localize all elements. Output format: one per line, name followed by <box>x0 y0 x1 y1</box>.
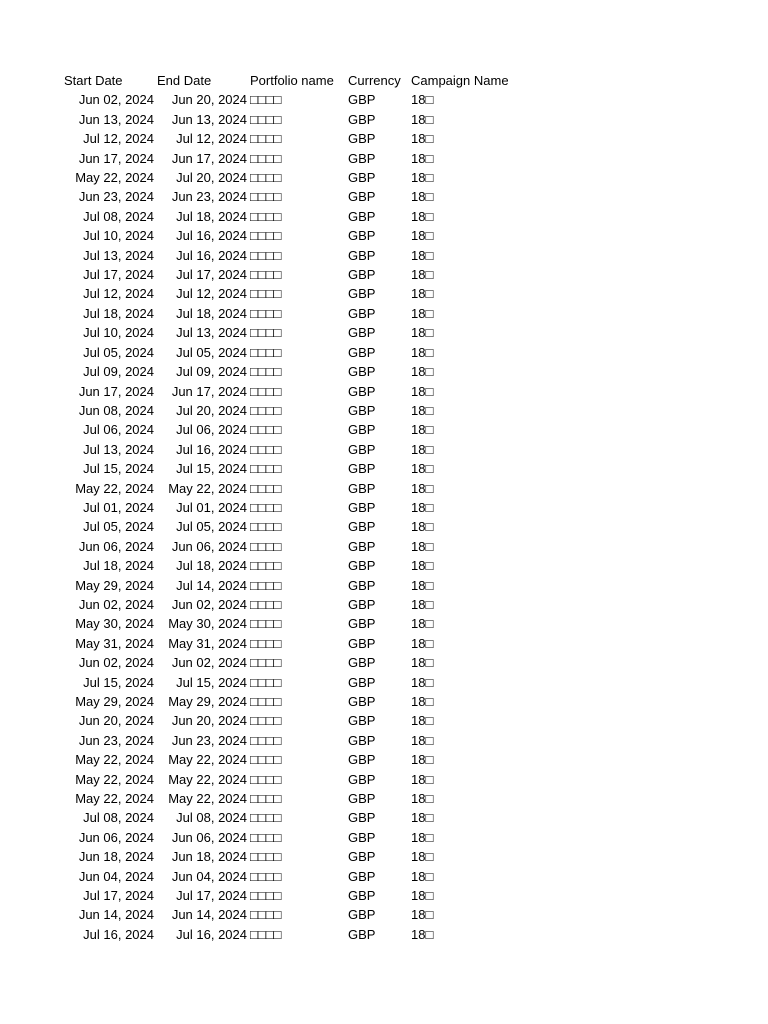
currency-cell[interactable]: GBP <box>348 150 376 166</box>
end-date-cell[interactable]: Jul 09, 2024 <box>176 364 247 380</box>
table-row <box>62 129 519 148</box>
end-date-cell[interactable]: Jul 16, 2024 <box>176 247 247 263</box>
end-date-cell[interactable]: May 22, 2024 <box>168 771 247 787</box>
campaign-name-cell[interactable]: 18□ <box>411 383 434 399</box>
table-row <box>62 556 519 575</box>
portfolio-name-cell[interactable]: □□□□ <box>250 228 282 244</box>
campaign-name-cell[interactable]: 18□ <box>411 616 434 632</box>
end-date-cell[interactable]: Jul 18, 2024 <box>176 558 247 574</box>
table-row <box>62 284 519 303</box>
end-date-cell[interactable]: Jul 14, 2024 <box>176 577 247 593</box>
end-date-cell[interactable]: Jul 15, 2024 <box>176 461 247 477</box>
currency-cell[interactable]: GBP <box>348 558 376 574</box>
start-date-cell[interactable]: Jul 12, 2024 <box>83 286 154 302</box>
table-row <box>62 673 519 692</box>
portfolio-name-cell[interactable]: □□□□ <box>250 422 282 438</box>
table-row <box>62 905 519 924</box>
currency-cell[interactable]: GBP <box>348 228 376 244</box>
header-currency[interactable]: Currency <box>348 73 401 88</box>
table-row <box>62 847 519 866</box>
campaign-name-cell[interactable]: 18□ <box>411 247 434 263</box>
table-row <box>62 246 519 265</box>
start-date-cell[interactable]: Jun 18, 2024 <box>78 849 154 865</box>
campaign-name-cell[interactable]: 18□ <box>411 111 434 127</box>
portfolio-name-cell[interactable]: □□□□ <box>250 791 282 807</box>
end-date-cell[interactable]: Jul 16, 2024 <box>176 228 247 244</box>
currency-cell[interactable]: GBP <box>348 926 376 942</box>
end-date-cell[interactable]: Jun 23, 2024 <box>171 732 247 748</box>
start-date-cell[interactable]: Jun 23, 2024 <box>78 732 154 748</box>
end-date-cell[interactable]: May 31, 2024 <box>168 635 247 651</box>
currency-cell[interactable]: GBP <box>348 888 376 904</box>
campaign-name-cell[interactable]: 18□ <box>411 92 434 108</box>
portfolio-name-cell[interactable]: □□□□ <box>250 305 282 321</box>
start-date-cell[interactable]: May 30, 2024 <box>75 616 154 632</box>
currency-cell[interactable]: GBP <box>348 694 376 709</box>
campaign-name-cell[interactable]: 18□ <box>411 694 434 709</box>
end-date-cell[interactable]: Jul 08, 2024 <box>176 810 247 826</box>
end-date-cell[interactable]: Jul 13, 2024 <box>176 325 247 341</box>
header-end-date[interactable]: End Date <box>157 73 212 88</box>
start-date-cell[interactable]: Jun 06, 2024 <box>78 538 154 554</box>
start-date-cell[interactable]: Jul 15, 2024 <box>83 461 154 477</box>
end-date-cell[interactable]: Jul 18, 2024 <box>176 305 247 321</box>
portfolio-name-cell[interactable]: □□□□ <box>250 771 282 787</box>
currency-cell[interactable]: GBP <box>348 422 376 438</box>
currency-cell[interactable]: GBP <box>348 519 376 535</box>
table-row <box>62 925 519 944</box>
end-date-cell[interactable]: Jun 06, 2024 <box>171 829 247 845</box>
portfolio-name-cell[interactable]: □□□□ <box>250 499 282 515</box>
end-date-cell[interactable]: Jul 12, 2024 <box>176 131 247 147</box>
campaign-name-cell[interactable]: 18□ <box>411 713 434 729</box>
table-row <box>62 479 519 498</box>
portfolio-name-cell[interactable]: □□□□ <box>250 907 282 923</box>
currency-cell[interactable]: GBP <box>348 189 376 205</box>
currency-cell[interactable]: GBP <box>348 829 376 845</box>
end-date-cell[interactable]: Jun 23, 2024 <box>171 189 247 205</box>
end-date-cell[interactable]: Jun 17, 2024 <box>171 383 247 399</box>
start-date-cell[interactable]: Jun 23, 2024 <box>78 189 154 205</box>
campaign-name-cell[interactable]: 18□ <box>411 674 434 690</box>
end-date-cell[interactable]: Jul 20, 2024 <box>176 170 247 186</box>
currency-cell[interactable]: GBP <box>348 344 376 360</box>
end-date-cell[interactable]: Jul 05, 2024 <box>176 344 247 360</box>
table-row <box>62 401 519 420</box>
currency-cell[interactable]: GBP <box>348 247 376 263</box>
end-date-cell[interactable]: May 22, 2024 <box>168 752 247 768</box>
end-date-cell[interactable]: May 22, 2024 <box>168 791 247 807</box>
portfolio-name-cell[interactable]: □□□□ <box>250 558 282 574</box>
campaign-name-cell[interactable]: 18□ <box>411 596 434 612</box>
end-date-cell[interactable]: Jul 17, 2024 <box>176 267 247 283</box>
portfolio-name-cell[interactable]: □□□□ <box>250 888 282 904</box>
campaign-name-cell[interactable]: 18□ <box>411 791 434 807</box>
start-date-cell[interactable]: Jul 13, 2024 <box>83 441 154 457</box>
currency-cell[interactable]: GBP <box>348 305 376 321</box>
end-date-cell[interactable]: May 30, 2024 <box>168 616 247 632</box>
campaign-name-cell[interactable]: 18□ <box>411 849 434 865</box>
start-date-cell[interactable]: Jul 05, 2024 <box>83 344 154 360</box>
portfolio-name-cell[interactable]: □□□□ <box>250 732 282 748</box>
campaign-name-cell[interactable]: 18□ <box>411 558 434 574</box>
start-date-cell[interactable]: May 29, 2024 <box>75 577 154 593</box>
campaign-name-cell[interactable]: 18□ <box>411 422 434 438</box>
currency-cell[interactable]: GBP <box>348 674 376 690</box>
table-row <box>62 595 519 614</box>
portfolio-name-cell[interactable]: □□□□ <box>250 829 282 845</box>
currency-cell[interactable]: GBP <box>348 364 376 380</box>
portfolio-name-cell[interactable]: □□□□ <box>250 441 282 457</box>
campaign-name-cell[interactable]: 18□ <box>411 499 434 515</box>
campaign-name-cell[interactable]: 18□ <box>411 907 434 923</box>
table-row <box>62 731 519 750</box>
currency-cell[interactable]: GBP <box>348 131 376 147</box>
table-row <box>62 362 519 381</box>
table-row <box>62 692 519 711</box>
table-row <box>62 498 519 517</box>
table-row <box>62 867 519 886</box>
campaign-name-cell[interactable]: 18□ <box>411 461 434 477</box>
currency-cell[interactable]: GBP <box>348 441 376 457</box>
currency-cell[interactable]: GBP <box>348 480 376 496</box>
portfolio-name-cell[interactable]: □□□□ <box>250 655 282 671</box>
start-date-cell[interactable]: Jul 15, 2024 <box>83 674 154 690</box>
end-date-cell[interactable]: Jun 06, 2024 <box>171 538 247 554</box>
end-date-cell[interactable]: Jun 13, 2024 <box>171 111 247 127</box>
currency-cell[interactable]: GBP <box>348 596 376 612</box>
portfolio-name-cell[interactable]: □□□□ <box>250 286 282 302</box>
campaign-name-cell[interactable]: 18□ <box>411 829 434 845</box>
campaign-table <box>62 71 519 944</box>
campaign-name-cell[interactable]: 18□ <box>411 888 434 904</box>
spreadsheet-sheet <box>62 71 519 944</box>
table-row <box>62 828 519 847</box>
start-date-cell[interactable]: Jun 06, 2024 <box>78 829 154 845</box>
table-row <box>62 343 519 362</box>
campaign-name-cell[interactable]: 18□ <box>411 635 434 651</box>
portfolio-name-cell[interactable]: □□□□ <box>250 364 282 380</box>
start-date-cell[interactable]: Jul 17, 2024 <box>83 888 154 904</box>
start-date-cell[interactable]: May 22, 2024 <box>75 170 154 186</box>
end-date-cell[interactable]: Jul 01, 2024 <box>176 499 247 515</box>
table-row <box>62 226 519 245</box>
campaign-name-cell[interactable]: 18□ <box>411 131 434 147</box>
portfolio-name-cell[interactable]: □□□□ <box>250 247 282 263</box>
campaign-name-cell[interactable]: 18□ <box>411 538 434 554</box>
portfolio-name-cell[interactable]: □□□□ <box>250 519 282 535</box>
table-row <box>62 770 519 789</box>
currency-cell[interactable]: GBP <box>348 732 376 748</box>
start-date-cell[interactable]: Jul 01, 2024 <box>83 499 154 515</box>
portfolio-name-cell[interactable]: □□□□ <box>250 752 282 768</box>
end-date-cell[interactable]: May 29, 2024 <box>168 694 247 709</box>
campaign-name-cell[interactable]: 18□ <box>411 325 434 341</box>
end-date-cell[interactable]: May 22, 2024 <box>168 480 247 496</box>
currency-cell[interactable]: GBP <box>348 752 376 768</box>
currency-cell[interactable]: GBP <box>348 907 376 923</box>
table-row <box>62 420 519 439</box>
table-row <box>62 304 519 323</box>
portfolio-name-cell[interactable]: □□□□ <box>250 150 282 166</box>
end-date-cell[interactable]: Jun 02, 2024 <box>171 655 247 671</box>
start-date-cell[interactable]: May 31, 2024 <box>75 635 154 651</box>
campaign-name-cell[interactable]: 18□ <box>411 519 434 535</box>
portfolio-name-cell[interactable]: □□□□ <box>250 926 282 942</box>
table-row <box>62 886 519 905</box>
campaign-name-cell[interactable]: 18□ <box>411 771 434 787</box>
portfolio-name-cell[interactable]: □□□□ <box>250 596 282 612</box>
header-start-date[interactable]: Start Date <box>64 73 123 88</box>
portfolio-name-cell[interactable]: □□□□ <box>250 344 282 360</box>
campaign-name-cell[interactable]: 18□ <box>411 402 434 418</box>
start-date-cell[interactable]: Jun 02, 2024 <box>78 92 154 108</box>
start-date-cell[interactable]: Jul 12, 2024 <box>83 131 154 147</box>
start-date-cell[interactable]: Jul 10, 2024 <box>83 325 154 341</box>
portfolio-name-cell[interactable]: □□□□ <box>250 810 282 826</box>
currency-cell[interactable]: GBP <box>348 655 376 671</box>
table-row <box>62 517 519 536</box>
portfolio-name-cell[interactable]: □□□□ <box>250 325 282 341</box>
campaign-name-cell[interactable]: 18□ <box>411 441 434 457</box>
currency-cell[interactable]: GBP <box>348 286 376 302</box>
currency-cell[interactable]: GBP <box>348 170 376 186</box>
header-campaign-name[interactable]: Campaign Name <box>411 73 509 88</box>
table-row <box>62 711 519 730</box>
currency-cell[interactable]: GBP <box>348 771 376 787</box>
campaign-name-cell[interactable]: 18□ <box>411 267 434 283</box>
start-date-cell[interactable]: Jun 17, 2024 <box>78 383 154 399</box>
table-body <box>62 90 519 944</box>
portfolio-name-cell[interactable]: □□□□ <box>250 111 282 127</box>
table-row <box>62 459 519 478</box>
end-date-cell[interactable]: Jul 18, 2024 <box>176 208 247 224</box>
table-row <box>62 750 519 769</box>
start-date-cell[interactable]: Jul 10, 2024 <box>83 228 154 244</box>
currency-cell[interactable]: GBP <box>348 616 376 632</box>
start-date-cell[interactable]: Jul 16, 2024 <box>83 926 154 942</box>
campaign-name-cell[interactable]: 18□ <box>411 926 434 942</box>
campaign-name-cell[interactable]: 18□ <box>411 189 434 205</box>
header-portfolio-name[interactable]: Portfolio name <box>250 73 334 88</box>
campaign-name-cell[interactable]: 18□ <box>411 228 434 244</box>
campaign-name-cell[interactable]: 18□ <box>411 150 434 166</box>
portfolio-name-cell[interactable]: □□□□ <box>250 849 282 865</box>
currency-cell[interactable]: GBP <box>348 325 376 341</box>
end-date-cell[interactable]: Jun 20, 2024 <box>171 92 247 108</box>
start-date-cell[interactable]: Jul 17, 2024 <box>83 267 154 283</box>
start-date-cell[interactable]: Jul 08, 2024 <box>83 810 154 826</box>
end-date-cell[interactable]: Jul 06, 2024 <box>176 422 247 438</box>
start-date-cell[interactable]: May 22, 2024 <box>75 480 154 496</box>
portfolio-name-cell[interactable]: □□□□ <box>250 674 282 690</box>
currency-cell[interactable]: GBP <box>348 499 376 515</box>
portfolio-name-cell[interactable]: □□□□ <box>250 538 282 554</box>
end-date-cell[interactable]: Jul 12, 2024 <box>176 286 247 302</box>
portfolio-name-cell[interactable]: □□□□ <box>250 92 282 108</box>
table-row <box>62 440 519 459</box>
campaign-name-cell[interactable]: 18□ <box>411 577 434 593</box>
end-date-cell[interactable]: Jun 04, 2024 <box>171 868 247 884</box>
table-row <box>62 808 519 827</box>
end-date-cell[interactable]: Jun 20, 2024 <box>171 713 247 729</box>
table-row <box>62 149 519 168</box>
start-date-cell[interactable]: May 22, 2024 <box>75 771 154 787</box>
table-row <box>62 614 519 633</box>
campaign-name-cell[interactable]: 18□ <box>411 480 434 496</box>
portfolio-name-cell[interactable]: □□□□ <box>250 713 282 729</box>
table-row <box>62 634 519 653</box>
portfolio-name-cell[interactable]: □□□□ <box>250 461 282 477</box>
portfolio-name-cell[interactable]: □□□□ <box>250 577 282 593</box>
end-date-cell[interactable]: Jul 20, 2024 <box>176 402 247 418</box>
currency-cell[interactable]: GBP <box>348 868 376 884</box>
campaign-name-cell[interactable]: 18□ <box>411 305 434 321</box>
start-date-cell[interactable]: Jul 08, 2024 <box>83 208 154 224</box>
table-row <box>62 576 519 595</box>
currency-cell[interactable]: GBP <box>348 577 376 593</box>
start-date-cell[interactable]: Jun 08, 2024 <box>78 402 154 418</box>
table-row <box>62 110 519 129</box>
header-row <box>62 71 519 90</box>
table-row <box>62 187 519 206</box>
start-date-cell[interactable]: Jun 14, 2024 <box>78 907 154 923</box>
table-row <box>62 323 519 342</box>
end-date-cell[interactable]: Jun 17, 2024 <box>171 150 247 166</box>
portfolio-name-cell[interactable]: □□□□ <box>250 402 282 418</box>
currency-cell[interactable]: GBP <box>348 402 376 418</box>
campaign-name-cell[interactable]: 18□ <box>411 868 434 884</box>
start-date-cell[interactable]: May 22, 2024 <box>75 752 154 768</box>
end-date-cell[interactable]: Jul 17, 2024 <box>176 888 247 904</box>
campaign-name-cell[interactable]: 18□ <box>411 286 434 302</box>
table-row <box>62 789 519 808</box>
start-date-cell[interactable]: May 29, 2024 <box>75 694 154 709</box>
end-date-cell[interactable]: Jun 02, 2024 <box>171 596 247 612</box>
currency-cell[interactable]: GBP <box>348 635 376 651</box>
start-date-cell[interactable]: May 22, 2024 <box>75 791 154 807</box>
currency-cell[interactable]: GBP <box>348 383 376 399</box>
campaign-name-cell[interactable]: 18□ <box>411 170 434 186</box>
portfolio-name-cell[interactable]: □□□□ <box>250 267 282 283</box>
campaign-name-cell[interactable]: 18□ <box>411 344 434 360</box>
table-row <box>62 90 519 109</box>
end-date-cell[interactable]: Jun 14, 2024 <box>171 907 247 923</box>
start-date-cell[interactable]: Jul 05, 2024 <box>83 519 154 535</box>
table-row <box>62 168 519 187</box>
currency-cell[interactable]: GBP <box>348 810 376 826</box>
table-row <box>62 537 519 556</box>
end-date-cell[interactable]: Jul 16, 2024 <box>176 926 247 942</box>
campaign-name-cell[interactable]: 18□ <box>411 752 434 768</box>
table-row <box>62 207 519 226</box>
portfolio-name-cell[interactable]: □□□□ <box>250 383 282 399</box>
start-date-cell[interactable]: Jul 06, 2024 <box>83 422 154 438</box>
end-date-cell[interactable]: Jul 05, 2024 <box>176 519 247 535</box>
portfolio-name-cell[interactable]: □□□□ <box>250 694 282 709</box>
currency-cell[interactable]: GBP <box>348 92 376 108</box>
portfolio-name-cell[interactable]: □□□□ <box>250 616 282 632</box>
currency-cell[interactable]: GBP <box>348 111 376 127</box>
portfolio-name-cell[interactable]: □□□□ <box>250 170 282 186</box>
start-date-cell[interactable]: Jun 04, 2024 <box>78 868 154 884</box>
start-date-cell[interactable]: Jun 20, 2024 <box>78 713 154 729</box>
currency-cell[interactable]: GBP <box>348 461 376 477</box>
start-date-cell[interactable]: Jun 13, 2024 <box>78 111 154 127</box>
start-date-cell[interactable]: Jul 18, 2024 <box>83 305 154 321</box>
portfolio-name-cell[interactable]: □□□□ <box>250 480 282 496</box>
start-date-cell[interactable]: Jul 18, 2024 <box>83 558 154 574</box>
portfolio-name-cell[interactable]: □□□□ <box>250 131 282 147</box>
table-row <box>62 653 519 672</box>
start-date-cell[interactable]: Jun 17, 2024 <box>78 150 154 166</box>
portfolio-name-cell[interactable]: □□□□ <box>250 635 282 651</box>
start-date-cell[interactable]: Jun 02, 2024 <box>78 596 154 612</box>
portfolio-name-cell[interactable]: □□□□ <box>250 189 282 205</box>
portfolio-name-cell[interactable]: □□□□ <box>250 868 282 884</box>
currency-cell[interactable]: GBP <box>348 849 376 865</box>
table-row <box>62 382 519 401</box>
currency-cell[interactable]: GBP <box>348 208 376 224</box>
end-date-cell[interactable]: Jul 15, 2024 <box>176 674 247 690</box>
currency-cell[interactable]: GBP <box>348 713 376 729</box>
campaign-name-cell[interactable]: 18□ <box>411 810 434 826</box>
campaign-name-cell[interactable]: 18□ <box>411 732 434 748</box>
currency-cell[interactable]: GBP <box>348 538 376 554</box>
currency-cell[interactable]: GBP <box>348 267 376 283</box>
end-date-cell[interactable]: Jun 18, 2024 <box>171 849 247 865</box>
table-row <box>62 265 519 284</box>
currency-cell[interactable]: GBP <box>348 791 376 807</box>
end-date-cell[interactable]: Jul 16, 2024 <box>176 441 247 457</box>
start-date-cell[interactable]: Jun 02, 2024 <box>78 655 154 671</box>
campaign-name-cell[interactable]: 18□ <box>411 364 434 380</box>
campaign-name-cell[interactable]: 18□ <box>411 208 434 224</box>
start-date-cell[interactable]: Jul 09, 2024 <box>83 364 154 380</box>
campaign-name-cell[interactable]: 18□ <box>411 655 434 671</box>
start-date-cell[interactable]: Jul 13, 2024 <box>83 247 154 263</box>
portfolio-name-cell[interactable]: □□□□ <box>250 208 282 224</box>
